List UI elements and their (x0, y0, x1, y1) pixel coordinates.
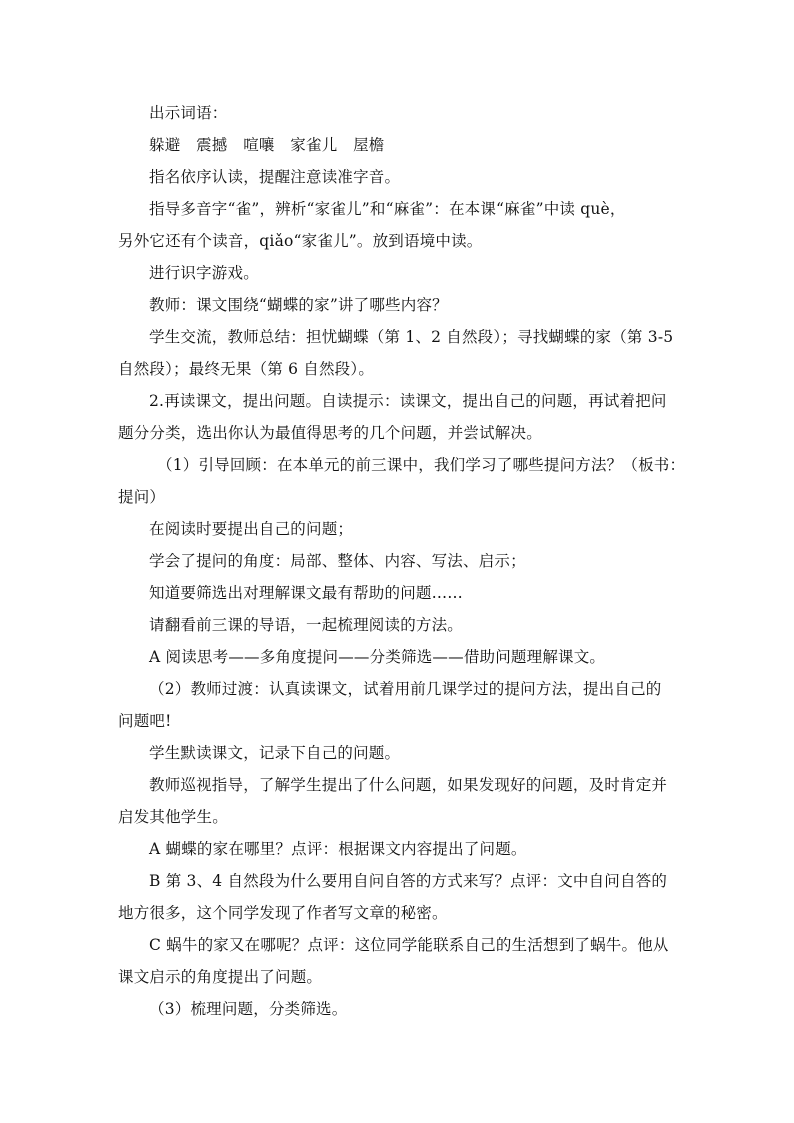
text-line: 学会了提问的角度：局部、整体、内容、写法、启示； (149, 552, 526, 570)
text-line: 课文启示的角度提出了问题。 (118, 968, 323, 986)
text-line: 另外它还有个读音，qiǎo“家雀儿”。放到语境中读。 (118, 232, 483, 250)
text-line: 自然段）；最终无果（第 6 自然段）。 (118, 360, 375, 378)
text-line: 教师巡视指导，了解学生提出了什么问题，如果发现好的问题，及时肯定并 (149, 776, 668, 794)
text-line: A 阅读思考——多角度提问——分类筛选——借助问题理解课文。 (149, 648, 606, 666)
text-line: 指导多音字“雀”，辨析“家雀儿”和“麻雀”：在本课“麻雀”中读 què， (149, 200, 626, 218)
text-line: 学生交流，教师总结：担忧蝴蝶（第 1、2 自然段）；寻找蝴蝶的家（第 3-5 (149, 328, 674, 346)
text-line: （1）引导回顾：在本单元的前三课中，我们学习了哪些提问方法？（板书： (157, 456, 686, 474)
text-line: B 第 3、4 自然段为什么要用自问自答的方式来写？点评：文中自问自答的 (149, 872, 668, 890)
text-line: 知道要筛选出对理解课文最有帮助的问题…… (149, 584, 464, 602)
text-line: 在阅读时要提出自己的问题； (149, 520, 354, 538)
text-line: 问题吧! (118, 712, 172, 730)
text-line: 指名依序认读，提醒注意读准字音。 (149, 168, 401, 186)
text-line: 地方很多，这个同学发现了作者写文章的秘密。 (118, 904, 448, 922)
text-line: 启发其他学生。 (118, 808, 228, 826)
text-line: 学生默读课文，记录下自己的问题。 (149, 744, 401, 762)
text-line: C 蜗牛的家又在哪呢？点评：这位同学能联系自己的生活想到了蜗牛。他从 (149, 936, 669, 954)
text-line: 题分分类，选出你认为最值得思考的几个问题，并尝试解决。 (118, 424, 542, 442)
text-line: 教师：课文围绕“蝴蝶的家”讲了哪些内容？ (149, 296, 448, 314)
text-line: 2.再读课文，提出问题。自读提示：读课文，提出自己的问题，再试着把问 (149, 392, 667, 410)
text-line: 进行识字游戏。 (149, 264, 259, 282)
text-line: 躲避 震撼 喧嚷 家雀儿 屋檐 (149, 136, 385, 154)
text-line: （3）梳理问题，分类筛选。 (149, 1000, 348, 1018)
text-line: 提问） (118, 488, 166, 506)
text-line: 请翻看前三课的导语，一起梳理阅读的方法。 (149, 616, 464, 634)
text-line: A 蝴蝶的家在哪里？点评：根据课文内容提出了问题。 (149, 840, 527, 858)
text-line: （2）教师过渡：认真读课文，试着用前几课学过的提问方法，提出自己的 (149, 680, 662, 698)
text-line: 出示词语： (149, 104, 228, 122)
